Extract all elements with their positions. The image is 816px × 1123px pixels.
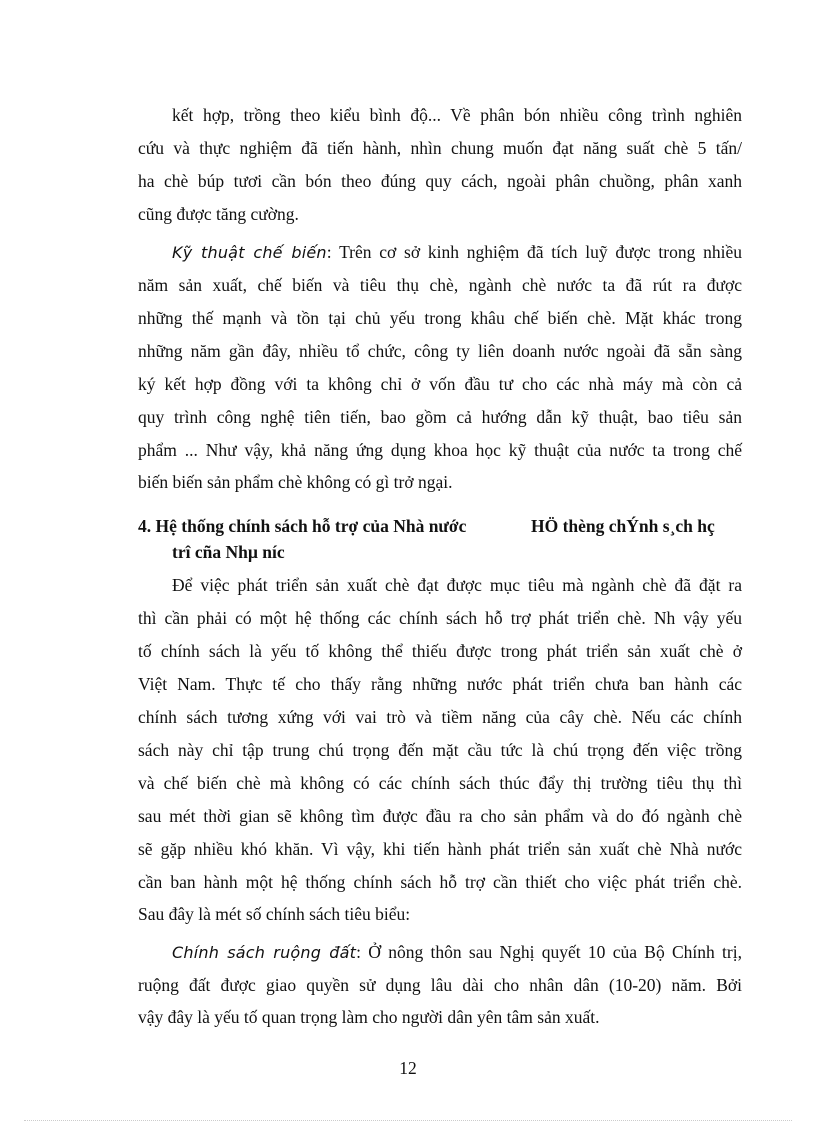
paragraph-line: ký kết hợp đồng với ta không chỉ ở vốn đầu tư cho các nhà máy mà còn cả	[138, 374, 742, 394]
page-bottom-rule	[24, 1120, 792, 1121]
paragraph-line: những thế mạnh và tồn tại chủ yếu trong khâu chế biến chè. Mặt khác trong	[138, 308, 742, 328]
section-heading-garbled: HÖ thèng chÝnh s¸ch hç	[531, 516, 715, 536]
paragraph-line: năm sản xuất, chế biến và tiêu thụ chè, ngành chè nước ta đã rút ra được	[138, 275, 742, 295]
paragraph-line: sẽ gặp nhiều khó khăn. Vì vậy, khi tiến hành phát triển sản xuất chè Nhà nước	[138, 839, 742, 859]
paragraph-line: quy trình công nghệ tiên tiến, bao gồm cả hướng dẫn kỹ thuật, bao tiêu sản	[138, 407, 742, 427]
paragraph-line	[172, 240, 742, 265]
paragraph-line: cứu và thực nghiệm đã tiến hành, nhìn chung muốn đạt năng suất chè 5 tấn/	[138, 138, 742, 158]
section-heading-continued: trî cña Nhµ níc	[172, 542, 285, 562]
paragraph-line: tố chính sách là yếu tố không thể thiếu được trong phát triển sản xuất chè ở	[138, 641, 742, 661]
paragraph-line: Để việc phát triển sản xuất chè đạt được mục tiêu mà ngành chè đã đặt ra	[172, 575, 742, 595]
paragraph-line: vậy đây là yếu tố quan trọng làm cho người dân yên tâm sản xuất.	[138, 1007, 600, 1027]
italic-term: Kỹ thuật chế biến	[172, 243, 327, 262]
italic-term: Chính sách ruộng đất	[172, 943, 357, 962]
paragraph-line: và chế biến chè mà không có các chính sách thúc đẩy thị trường tiêu thụ thì	[138, 773, 742, 793]
paragraph-line: cần ban hành một hệ thống chính sách hỗ trợ cần thiết cho việc phát triển chè.	[138, 872, 742, 892]
page-number: 12	[399, 1058, 417, 1078]
paragraph-line	[172, 940, 742, 965]
section-heading	[138, 514, 758, 538]
paragraph-text: : Trên cơ sở kinh nghiệm đã tích luỹ được trong nhiều	[326, 242, 742, 262]
paragraph-line: Sau đây là mét số chính sách tiêu biểu:	[138, 904, 411, 924]
paragraph-line: phẩm ... Như vậy, khả năng ứng dụng khoa học kỹ thuật của nước ta trong chế	[138, 440, 742, 460]
paragraph-line: những năm gần đây, nhiều tổ chức, công ty liên doanh nước ngoài đã sẵn sàng	[138, 341, 742, 361]
paragraph-text: : Ở nông thôn sau Nghị quyết 10 của Bộ Chính trị,	[356, 942, 742, 962]
paragraph-line: Việt Nam. Thực tế cho thấy rằng những nước phát triển chưa ban hành các	[138, 674, 742, 694]
paragraph-line: ruộng đất được giao quyền sử dụng lâu dài cho nhân dân (10-20) năm. Bởi	[138, 975, 742, 995]
paragraph-line: cũng được tăng cường.	[138, 204, 299, 224]
paragraph-line: sau mét thời gian sẽ không tìm được đầu ra cho sản phẩm và do đó ngành chè	[138, 806, 742, 826]
paragraph-line: thì cần phải có một hệ thống các chính sách hỗ trợ phát triển chè. Nh vậy yếu	[138, 608, 742, 628]
paragraph-line: kết hợp, trồng theo kiểu bình độ... Về phân bón nhiều công trình nghiên	[172, 105, 742, 125]
paragraph-line: biến biến sản phẩm chè không có gì trở ngại.	[138, 472, 453, 492]
paragraph-line: ha chè búp tươi cần bón theo đúng quy cách, ngoài phân chuồng, phân xanh	[138, 171, 742, 191]
paragraph-line: chính sách tương xứng với vai trò và tiềm năng của cây chè. Nếu các chính	[138, 707, 742, 727]
section-heading-text: 4. Hệ thống chính sách hỗ trợ của Nhà nước	[138, 516, 467, 536]
paragraph-line: sách này chỉ tập trung chú trọng đến mặt cầu tức là chú trọng đến việc trồng	[138, 740, 742, 760]
